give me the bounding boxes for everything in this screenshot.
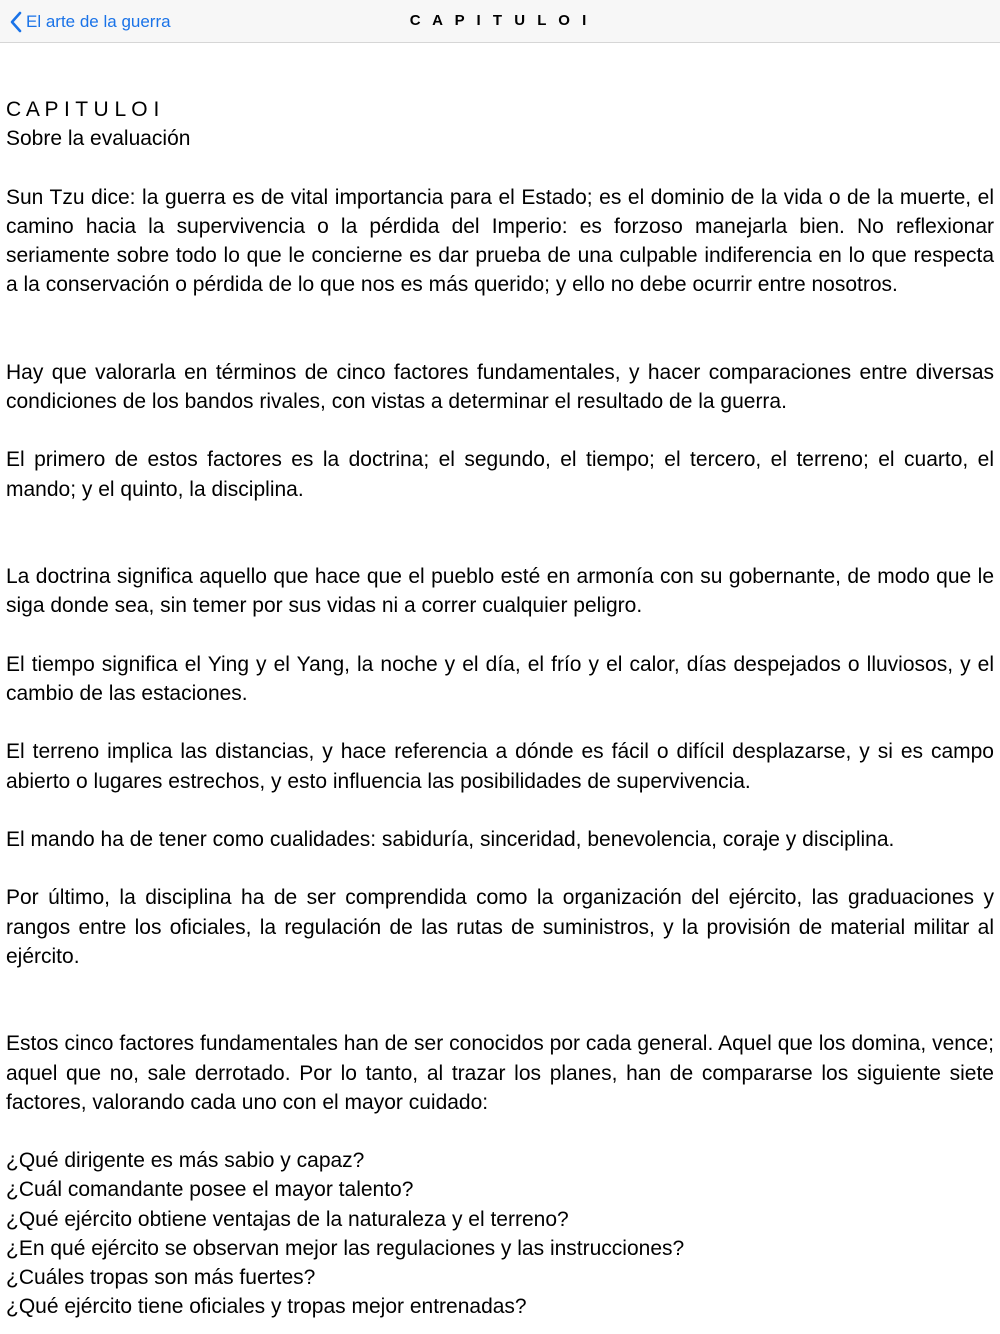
paragraph: Estos cinco factores fundamentales han de ser conocidos por cada general. Aquel que los domina, vence; aquel que no, sale derrotado. Por lo tanto, al trazar los planes, han de compararse los siguiente siete factores, valorando cada uno con el mayor cuidado: [6, 1032, 994, 1114]
paragraph: Por último, la disciplina ha de ser comprendida como la organización del ejército, las graduaciones y rangos entre los oficiales, la regulación de las rutas de suministros, y la provisión de material militar al ejército. [6, 886, 994, 968]
reader-content [6, 95, 994, 1321]
paragraph: El tiempo significa el Ying y el Yang, la noche y el día, el frío y el calor, días despejados o lluviosos, y el cambio de las estaciones. [6, 652, 994, 705]
question-item: ¿Cuáles tropas son más fuertes? [6, 1265, 316, 1289]
question-item: ¿En qué ejército se observan mejor las regulaciones y las instrucciones? [6, 1236, 685, 1260]
chapter-title: C A P I T U L O I [6, 98, 160, 121]
back-label: El arte de la guerra [26, 12, 171, 31]
paragraph: Hay que valorarla en términos de cinco factores fundamentales, y hacer comparaciones entre diversas condiciones de los bandos rivales, con vistas a determinar el resultado de la guerra. [6, 360, 994, 413]
question-item: ¿Qué ejército tiene oficiales y tropas mejor entrenadas? [6, 1295, 527, 1319]
paragraph: El terreno implica las distancias, y hace referencia a dónde es fácil o difícil desplazarse, y si es campo abierto o lugares estrechos, y esto influencia las posibilidades de supervivencia. [6, 740, 994, 793]
paragraph: La doctrina significa aquello que hace que el pueblo esté en armonía con su gobernante, de modo que le siga donde sea, sin temer por sus vidas ni a correr cualquier peligro. [6, 565, 994, 618]
nav-title: C A P I T U L O I [409, 12, 591, 29]
paragraph: El mando ha de tener como cualidades: sabiduría, sinceridad, benevolencia, coraje y disciplina. [6, 827, 895, 851]
question-item: ¿Cuál comandante posee el mayor talento? [6, 1178, 414, 1202]
paragraph: Sun Tzu dice: la guerra es de vital importancia para el Estado; es el dominio de la vida o de la muerte, el camino hacia la supervivencia o la pérdida del Imperio: es forzoso manejarla bien. No reflexionar seriamente sobre todo lo que le concierne es dar prueba de una culpable indiferencia en lo que respecta a la conservación o pérdida de lo que nos es más querido; y ello no debe ocurrir entre nosotros. [6, 185, 994, 297]
question-item: ¿Qué dirigente es más sabio y capaz? [6, 1149, 365, 1173]
navigation-bar [0, 0, 1000, 43]
question-item: ¿Qué ejército obtiene ventajas de la naturaleza y el terreno? [6, 1207, 569, 1231]
paragraph: El primero de estos factores es la doctrina; el segundo, el tiempo; el tercero, el terreno; el cuarto, el mando; y el quinto, la disciplina. [6, 448, 994, 501]
chapter-subtitle: Sobre la evaluación [6, 127, 191, 151]
